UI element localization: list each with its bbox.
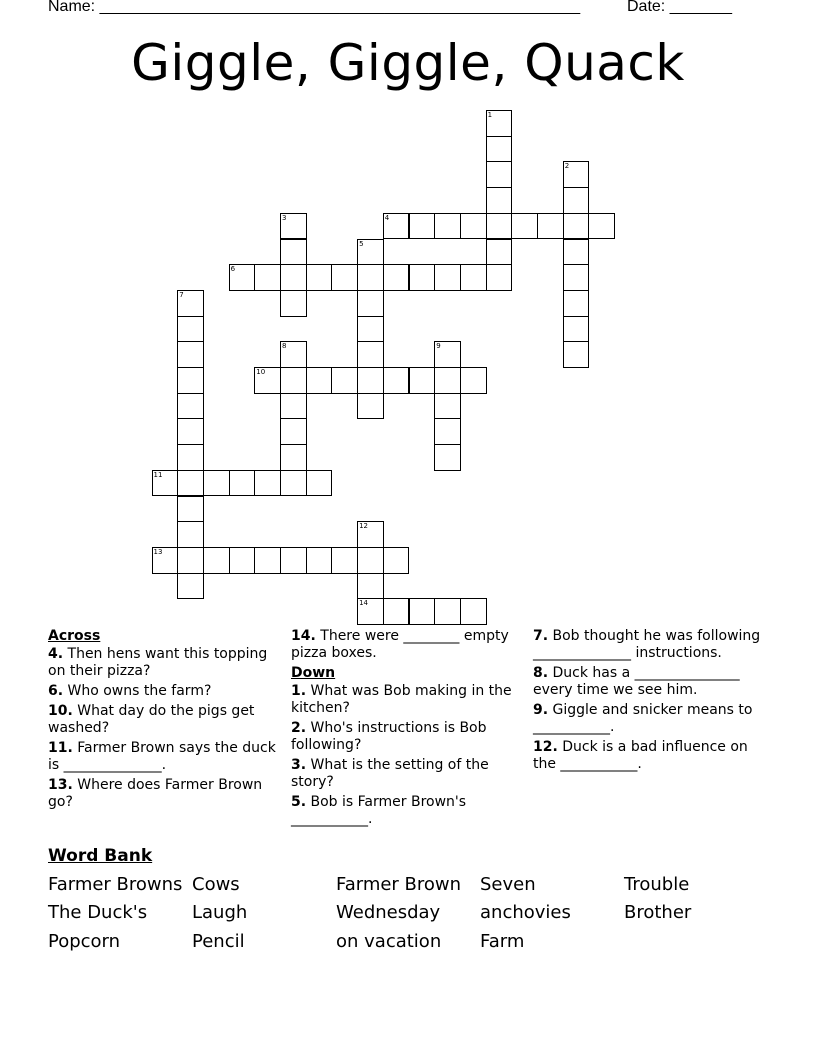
clue-number: 10 bbox=[256, 368, 266, 376]
word-bank-word: Farmer Browns bbox=[48, 874, 183, 895]
grid-cell[interactable] bbox=[357, 547, 384, 574]
grid-cell[interactable] bbox=[177, 496, 204, 523]
grid-cell[interactable] bbox=[588, 213, 615, 240]
clue-number: 5 bbox=[359, 239, 364, 248]
grid-cell[interactable] bbox=[177, 573, 204, 600]
word-bank-word: Brother bbox=[624, 902, 692, 923]
puzzle-title: Giggle, Giggle, Quack bbox=[131, 34, 685, 92]
word-bank-word: Farm bbox=[480, 931, 525, 952]
grid-cell[interactable] bbox=[177, 521, 204, 548]
clue-number: 12 bbox=[359, 522, 369, 531]
word-bank-word: on vacation bbox=[336, 931, 442, 952]
grid-cell[interactable] bbox=[460, 264, 487, 291]
grid-cell[interactable] bbox=[383, 264, 410, 291]
grid-cell[interactable] bbox=[383, 598, 410, 625]
grid-cell[interactable] bbox=[280, 264, 307, 291]
word-bank-heading: Word Bank bbox=[48, 846, 153, 866]
clue-across-11: 11. Farmer Brown says the duck is ______________. bbox=[48, 740, 276, 773]
grid-cell[interactable] bbox=[486, 264, 513, 291]
grid-cell[interactable] bbox=[229, 470, 256, 497]
grid-cell[interactable] bbox=[383, 213, 410, 240]
grid-cell[interactable] bbox=[254, 547, 281, 574]
clue-number: 11 bbox=[153, 470, 163, 479]
word-bank-word: Trouble bbox=[624, 874, 690, 895]
grid-cell[interactable] bbox=[563, 264, 590, 291]
grid-cell[interactable] bbox=[434, 393, 461, 420]
grid-cell[interactable] bbox=[563, 290, 590, 317]
date-field: Date: _______ bbox=[627, 0, 732, 15]
clue-down-12: 12. Duck is a bad influence on the ___________. bbox=[533, 739, 748, 772]
grid-cell[interactable] bbox=[383, 547, 410, 574]
grid-cell[interactable] bbox=[563, 341, 590, 368]
grid-cell[interactable] bbox=[409, 598, 436, 625]
word-bank-word: Seven bbox=[480, 874, 536, 895]
across-clues bbox=[48, 628, 278, 814]
grid-cell[interactable] bbox=[331, 547, 358, 574]
clue-number: 9 bbox=[436, 342, 441, 351]
grid-cell[interactable] bbox=[177, 470, 204, 497]
grid-cell[interactable] bbox=[511, 213, 538, 240]
word-bank-word: Wednesday bbox=[336, 902, 441, 923]
word-bank-word: The Duck's bbox=[48, 902, 148, 923]
clue-across-10: 10. What day do the pigs get washed? bbox=[48, 703, 255, 736]
grid-cell[interactable] bbox=[563, 316, 590, 343]
grid-cell[interactable] bbox=[254, 264, 281, 291]
grid-cell[interactable] bbox=[280, 341, 307, 368]
grid-cell[interactable] bbox=[306, 367, 333, 394]
grid-cell[interactable] bbox=[409, 264, 436, 291]
grid-cell[interactable] bbox=[177, 341, 204, 368]
grid-cell[interactable] bbox=[409, 213, 436, 240]
word-bank-word: Laugh bbox=[192, 902, 248, 923]
clue-number: 4 bbox=[384, 213, 390, 222]
word-bank-word: anchovies bbox=[480, 902, 571, 923]
clue-down-9: 9. Giggle and snicker means to ___________. bbox=[533, 702, 753, 735]
grid-cell[interactable] bbox=[486, 110, 513, 137]
grid-cell[interactable] bbox=[409, 367, 436, 394]
grid-cell[interactable] bbox=[306, 470, 333, 497]
grid-cell[interactable] bbox=[486, 161, 513, 188]
name-field: Name: ______________________________________________________ bbox=[48, 0, 581, 15]
grid-cell[interactable] bbox=[280, 213, 307, 240]
clue-number: 7 bbox=[179, 290, 184, 299]
grid-cell[interactable] bbox=[229, 264, 256, 291]
grid-cell[interactable] bbox=[357, 598, 384, 625]
grid-cell[interactable] bbox=[229, 547, 256, 574]
grid-cell[interactable] bbox=[357, 367, 384, 394]
grid-cell[interactable] bbox=[306, 264, 333, 291]
grid-cell[interactable] bbox=[486, 136, 513, 163]
clue-down-7: 7. Bob thought he was following ______________ instructions. bbox=[533, 628, 761, 661]
across-heading: Across bbox=[48, 628, 101, 644]
grid-cell[interactable] bbox=[537, 213, 564, 240]
grid-cell[interactable] bbox=[434, 367, 461, 394]
grid-cell[interactable] bbox=[486, 239, 513, 266]
grid-cell[interactable] bbox=[331, 264, 358, 291]
grid-cell[interactable] bbox=[357, 290, 384, 317]
clue-across-4: 4. Then hens want this topping on their pizza? bbox=[48, 646, 268, 679]
clue-number: 8 bbox=[282, 342, 287, 351]
grid-cell[interactable] bbox=[383, 367, 410, 394]
grid-cell[interactable] bbox=[306, 547, 333, 574]
grid-cell[interactable] bbox=[357, 393, 384, 420]
word-bank-word: Popcorn bbox=[48, 931, 121, 952]
grid-cell[interactable] bbox=[177, 547, 204, 574]
grid-cell[interactable] bbox=[177, 367, 204, 394]
clue-number: 13 bbox=[153, 547, 163, 556]
grid-cell[interactable] bbox=[177, 418, 204, 445]
grid-cell[interactable] bbox=[280, 290, 307, 317]
down-clues-continued bbox=[533, 628, 768, 776]
word-bank-word: Pencil bbox=[192, 931, 245, 952]
grid-cell[interactable] bbox=[152, 470, 179, 497]
grid-cell[interactable] bbox=[563, 213, 590, 240]
grid-cell[interactable] bbox=[177, 444, 204, 471]
grid-cell[interactable] bbox=[280, 367, 307, 394]
grid-cell[interactable] bbox=[563, 187, 590, 214]
grid-cell[interactable] bbox=[434, 418, 461, 445]
grid-cell[interactable] bbox=[203, 547, 230, 574]
grid-cell[interactable] bbox=[460, 598, 487, 625]
grid-cell[interactable] bbox=[280, 547, 307, 574]
down-heading: Down bbox=[291, 665, 336, 681]
grid-cell[interactable] bbox=[177, 316, 204, 343]
clue-down-2: 2. Who's instructions is Bob following? bbox=[291, 720, 487, 753]
clue-number: 2 bbox=[564, 162, 570, 171]
clue-down-1: 1. What was Bob making in the kitchen? bbox=[291, 683, 512, 716]
clue-number: 6 bbox=[230, 265, 236, 274]
grid-cell[interactable] bbox=[357, 573, 384, 600]
grid-cell[interactable] bbox=[460, 367, 487, 394]
grid-cell[interactable] bbox=[254, 470, 281, 497]
grid-cell[interactable] bbox=[357, 316, 384, 343]
grid-cell[interactable] bbox=[152, 547, 179, 574]
clue-down-5: 5. Bob is Farmer Brown's ___________. bbox=[291, 794, 467, 827]
grid-cell[interactable] bbox=[486, 187, 513, 214]
clue-down-3: 3. What is the setting of the story? bbox=[291, 757, 489, 790]
grid-cell[interactable] bbox=[434, 264, 461, 291]
clue-number: 1 bbox=[487, 111, 493, 119]
grid-cell[interactable] bbox=[486, 213, 513, 240]
clue-down-8: 8. Duck has a _______________ every time we see him. bbox=[533, 665, 740, 698]
grid-cell[interactable] bbox=[280, 393, 307, 420]
grid-cell[interactable] bbox=[280, 418, 307, 445]
grid-cell[interactable] bbox=[280, 444, 307, 471]
grid-cell[interactable] bbox=[177, 290, 204, 317]
grid-cell[interactable] bbox=[434, 598, 461, 625]
grid-cell[interactable] bbox=[357, 521, 384, 548]
grid-cell[interactable] bbox=[563, 161, 590, 188]
grid-cell[interactable] bbox=[203, 470, 230, 497]
word-bank-word: Cows bbox=[192, 874, 240, 895]
grid-cell[interactable] bbox=[357, 341, 384, 368]
grid-cell[interactable] bbox=[254, 367, 281, 394]
grid-cell[interactable] bbox=[280, 470, 307, 497]
grid-cell[interactable] bbox=[434, 444, 461, 471]
grid-cell[interactable] bbox=[357, 239, 384, 266]
clue-number: 14 bbox=[359, 599, 369, 608]
clue-across-14: 14. There were ________ empty pizza boxes. bbox=[291, 628, 509, 661]
grid-cell[interactable] bbox=[434, 213, 461, 240]
grid-cell[interactable] bbox=[460, 213, 487, 240]
word-bank-word: Farmer Brown bbox=[336, 874, 462, 895]
grid-cell[interactable] bbox=[563, 239, 590, 266]
grid-cell[interactable] bbox=[177, 393, 204, 420]
clue-across-13: 13. Where does Farmer Brown go? bbox=[48, 777, 263, 810]
grid-cell[interactable] bbox=[280, 239, 307, 266]
middle-clues bbox=[291, 628, 521, 831]
grid-cell[interactable] bbox=[331, 367, 358, 394]
grid-cell[interactable] bbox=[357, 264, 384, 291]
clue-across-6: 6. Who owns the farm? bbox=[48, 683, 212, 699]
grid-cell[interactable] bbox=[434, 341, 461, 368]
clue-number: 3 bbox=[282, 213, 287, 222]
